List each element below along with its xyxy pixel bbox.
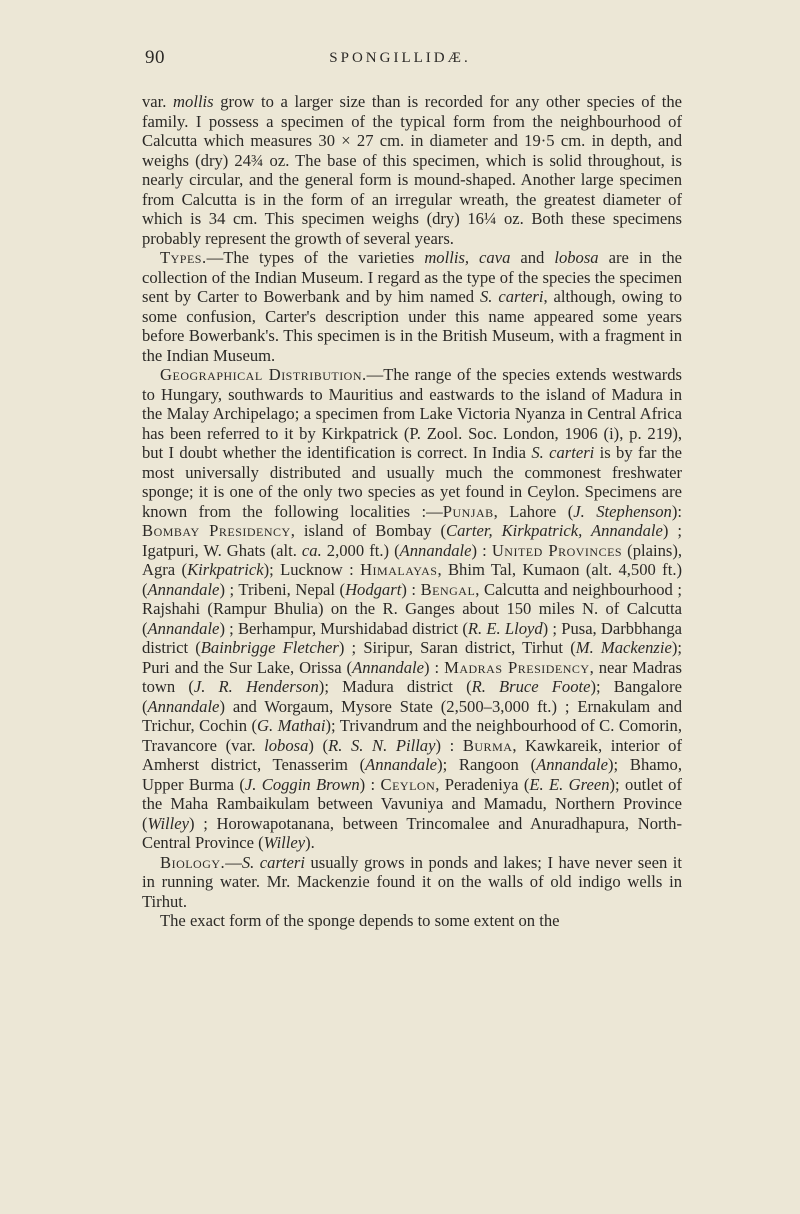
running-title: SPONGILLIDÆ.: [329, 50, 471, 66]
paragraph-geographical-distribution: Geographical Distribution.—The range of the species extends westwards to Hungary, southwards to Mauritius and eastwards to the island of Madura in the Malay Archipelago; a specimen from Lake Victoria Nyanza in Central Africa has been referred to it by Kirkpatrick (P. Zool. Soc. London, 1906 (i), p. 219), but I doubt whether the identification is correct. In India S. carteri is by far the most universally distributed and usually much the commonest freshwater sponge; it is one of the only two species as yet found in Ceylon. Specimens are known from the following localities :—Punjab, Lahore (J. Stephenson): Bombay Presidency, island of Bombay (Carter, Kirkpatrick, Annandale) ; Igatpuri, W. Ghats (alt. ca. 2,000 ft.) (Annandale) : United Provinces (plains), Agra (Kirkpatrick); Lucknow : Himalayas, Bhim Tal, Kumaon (alt. 4,500 ft.) (Annandale) ; Tribeni, Nepal (Hodgart) : Bengal, Calcutta and neighbourhood ; Rajshahi (Rampur Bhulia) on the R. Ganges about 150 miles N. of Calcutta (Annandale) ; Berhampur, Murshidabad district (R. E. Lloyd) ; Pusa, Darbbhanga district (Bainbrigge Fletcher) ; Siripur, Saran district, Tirhut (M. Mackenzie); Puri and the Sur Lake, Orissa (Annandale) : Madras Presidency, near Madras town (J. R. Henderson); Madura district (R. Bruce Foote); Bangalore (Annandale) and Worgaum, Mysore State (2,500–3,000 ft.) ; Ernakulam and Trichur, Cochin (G. Mathai); Trivandrum and the neighbourhood of C. Comorin, Travancore (var. lobosa) (R. S. N. Pillay) : Burma, Kawkareik, interior of Amherst district, Tenasserim (Annandale); Rangoon (Annandale); Bhamo, Upper Burma (J. Coggin Brown) : Ceylon, Peradeniya (E. E. Green); outlet of the Maha Rambaikulam between Vavuniya and Mamadu, Northern Province (Willey) ; Horowapotanana, between Trincomalee and Anuradhapura, North-Central Province (Willey).: [142, 365, 683, 852]
paragraph-form: The exact form of the sponge depends to some extent on the: [160, 911, 560, 930]
paragraph-biology: Biology.—S. carteri usually grows in ponds and lakes; I have never seen it in running water. Mr. Mackenzie found it on the walls of old indigo wells in Tirhut.: [142, 852, 682, 911]
body-text: [142, 92, 682, 931]
section-heading-types: Types.: [160, 248, 207, 267]
section-heading-geographical-distribution: Geographical Distribution.: [160, 365, 367, 384]
section-heading-biology: Biology.: [160, 852, 226, 872]
running-head: [0, 47, 800, 77]
page-number: 90: [145, 47, 165, 68]
paragraph-types: Types.—The types of the varieties mollis, cava and lobosa are in the collection of the Indian Museum. I regard as the type of the species the specimen sent by Carter to Bowerbank and by him named S. carteri, although, owing to some confusion, Carter's description under this name appeared some years before Bowerbank's. This specimen is in the British Museum, with a fragment in the Indian Museum.: [142, 248, 683, 365]
paragraph-growth: var. mollis grow to a larger size than is recorded for any other species of the family. I possess a specimen of the typical form from the neighbourhood of Calcutta which measures 30 × 27 cm. in diameter and 19·5 cm. in depth, and weighs (dry) 24¾ oz. The base of this specimen, which is solid throughout, is nearly circular, and the general form is mound-shaped. Another large specimen from Calcutta is in the form of an irregular wreath, the greatest diameter of which is 34 cm. This specimen weighs (dry) 16¼ oz. Both these specimens probably represent the growth of several years.: [142, 92, 682, 248]
